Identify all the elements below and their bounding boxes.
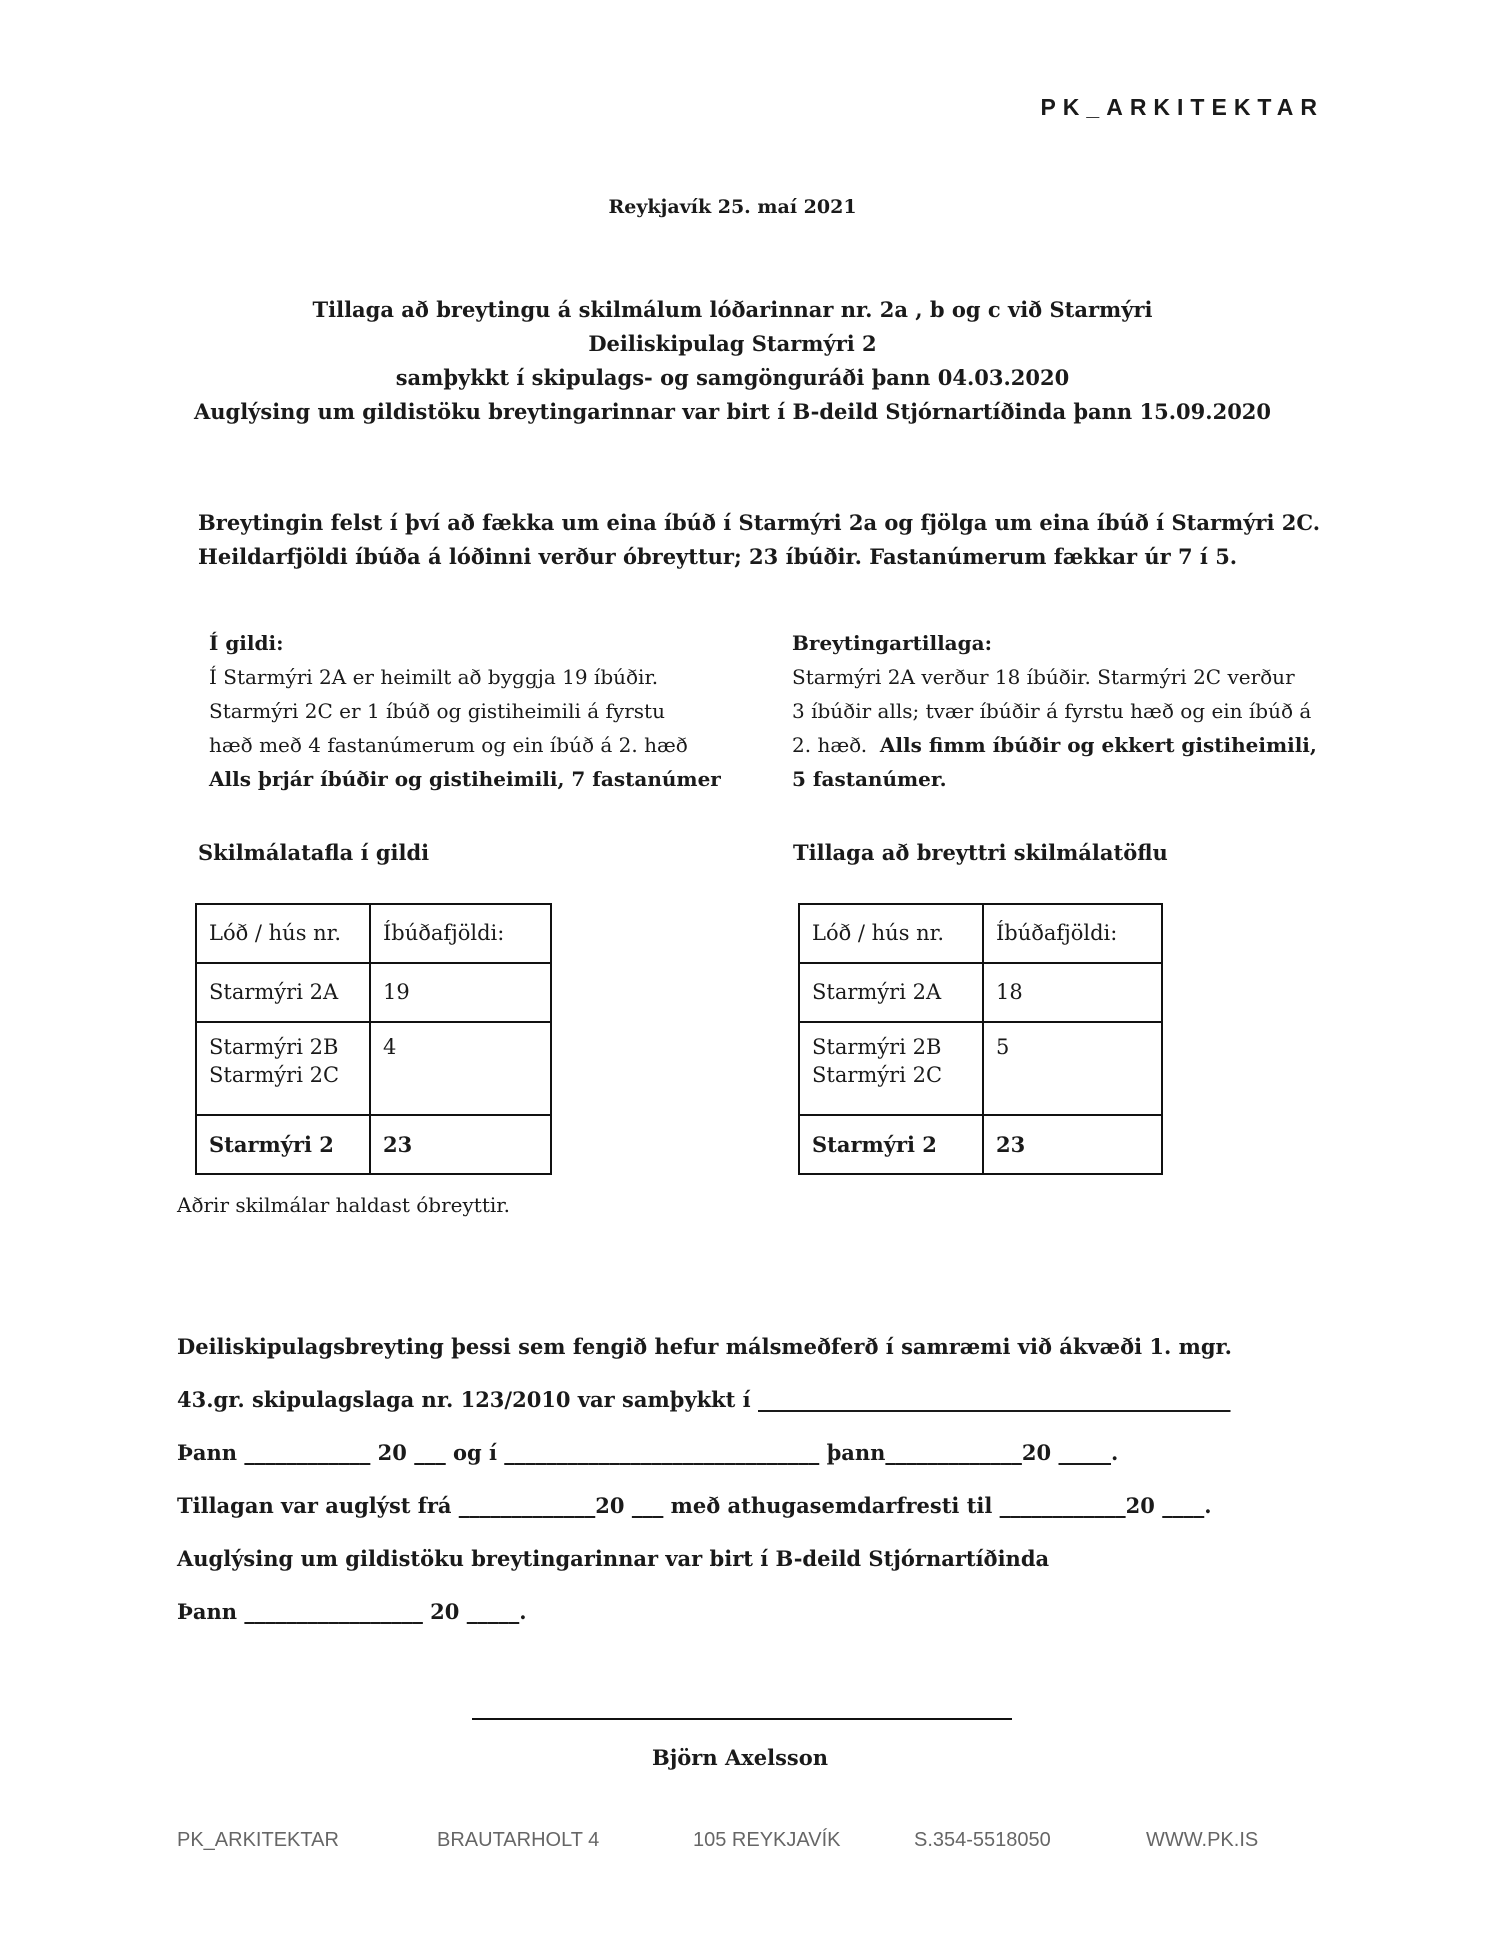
title-line: Auglýsing um gildistöku breytingarinnar var birt í B-deild Stjórnartíðinda þann 15.09.2020 (193, 399, 1272, 424)
intro-paragraph (198, 506, 1320, 574)
table-total-label: Starmýri 2 (196, 1115, 370, 1174)
proposed-table-caption: Tillaga að breyttri skilmálatöflu (793, 840, 1168, 865)
current-terms-table (195, 903, 552, 1175)
lot-name: Starmýri 2B (812, 1035, 942, 1059)
other-terms-note: Aðrir skilmálar haldast óbreyttir. (177, 1193, 510, 1217)
footer-company: PK_ARKITEKTAR (177, 1829, 339, 1851)
lot-name: Starmýri 2B (209, 1035, 339, 1059)
title-line: Tillaga að breytingu á skilmálum lóðarinnar nr. 2a , b og c við Starmýri (312, 297, 1153, 322)
company-logo: PK_ARKITEKTAR (1040, 94, 1324, 120)
table-total-row (196, 1115, 551, 1174)
intro-line: Heildarfjöldi íbúða á lóðinni verður óbreyttur; 23 íbúðir. Fastanúmerum fækkar úr 7 í 5. (198, 544, 1238, 569)
proposal-line (792, 728, 1317, 762)
form-line: Þann _________________ 20 _____. (177, 1599, 527, 1624)
form-line: Tillagan var auglýst frá _____________20 ___ með athugasemdarfresti til ____________20 ____. (177, 1493, 1212, 1518)
proposal-section (792, 626, 1317, 796)
signature-line (472, 1718, 1012, 1720)
proposal-line-bold: Alls fimm íbúðir og ekkert gistiheimili, (879, 733, 1317, 757)
title-line: Deiliskipulag Starmýri 2 (588, 331, 877, 356)
form-line: Þann ____________ 20 ___ og í ______________________________ þann_____________20 _____. (177, 1440, 1119, 1465)
table-cell-count: 18 (983, 963, 1162, 1022)
table-header-cell: Lóð / hús nr. (196, 904, 370, 963)
table-cell-count: 19 (370, 963, 551, 1022)
proposal-heading: Breytingartillaga: (792, 631, 992, 655)
lot-name: Starmýri 2C (812, 1063, 943, 1087)
intro-line: Breytingin felst í því að fækka um eina íbúð í Starmýri 2a og fjölga um eina íbúð í Starmýri 2C. (198, 510, 1321, 535)
proposed-terms-table (798, 903, 1163, 1175)
table-total-label: Starmýri 2 (799, 1115, 983, 1174)
proposal-summary: 5 fastanúmer. (792, 767, 947, 791)
table-cell-count: 4 (370, 1022, 551, 1115)
proposal-line-prefix: 2. hæð. (792, 733, 868, 757)
table-cell-lot: Starmýri 2A (196, 963, 370, 1022)
current-terms-line: hæð með 4 fastanúmerum og ein íbúð á 2. hæð (209, 733, 688, 757)
proposal-line: 3 íbúðir alls; tvær íbúðir á fyrstu hæð og ein íbúð á (792, 699, 1312, 723)
footer-website: WWW.PK.IS (1146, 1829, 1259, 1851)
document-title-block (0, 293, 1465, 429)
document-date: Reykjavík 25. maí 2021 (608, 196, 857, 218)
current-terms-summary: Alls þrjár íbúðir og gistiheimili, 7 fastanúmer (209, 767, 721, 791)
table-header-cell: Lóð / hús nr. (799, 904, 983, 963)
signatory-name: Björn Axelsson (651, 1745, 829, 1770)
approval-form (177, 1320, 1232, 1638)
lot-name: Starmýri 2C (209, 1063, 340, 1087)
table-row (799, 963, 1162, 1022)
footer-phone: S.354-5518050 (914, 1829, 1051, 1851)
table-cell-lot (799, 1022, 983, 1115)
title-line: samþykkt í skipulags- og samgönguráði þann 04.03.2020 (395, 365, 1070, 390)
current-terms-heading: Í gildi: (209, 631, 284, 655)
table-total-value: 23 (983, 1115, 1162, 1174)
current-table-caption: Skilmálatafla í gildi (198, 840, 430, 865)
table-total-value: 23 (370, 1115, 551, 1174)
form-line: Deiliskipulagsbreyting þessi sem fengið hefur málsmeðferð í samræmi við ákvæði 1. mgr. (177, 1334, 1232, 1359)
table-header-cell: Íbúðafjöldi: (370, 904, 551, 963)
form-line: Auglýsing um gildistöku breytingarinnar var birt í B-deild Stjórnartíðinda (177, 1546, 1050, 1571)
form-line: 43.gr. skipulagslaga nr. 123/2010 var samþykkt í _____________________________________________ (177, 1387, 1231, 1412)
table-row (196, 1022, 551, 1115)
current-terms-section (209, 626, 721, 796)
current-terms-line: Í Starmýri 2A er heimilt að byggja 19 íbúðir. (209, 665, 659, 689)
table-row (799, 1022, 1162, 1115)
footer-address: BRAUTARHOLT 4 (437, 1829, 600, 1851)
table-total-row (799, 1115, 1162, 1174)
table-header-cell: Íbúðafjöldi: (983, 904, 1162, 963)
table-row (196, 963, 551, 1022)
proposal-line: Starmýri 2A verður 18 íbúðir. Starmýri 2C verður (792, 665, 1295, 689)
table-cell-lot (196, 1022, 370, 1115)
current-terms-line: Starmýri 2C er 1 íbúð og gistiheimili á fyrstu (209, 699, 665, 723)
table-header-row (196, 904, 551, 963)
table-cell-lot: Starmýri 2A (799, 963, 983, 1022)
footer-city: 105 REYKJAVÍK (693, 1829, 841, 1851)
table-header-row (799, 904, 1162, 963)
table-cell-count: 5 (983, 1022, 1162, 1115)
